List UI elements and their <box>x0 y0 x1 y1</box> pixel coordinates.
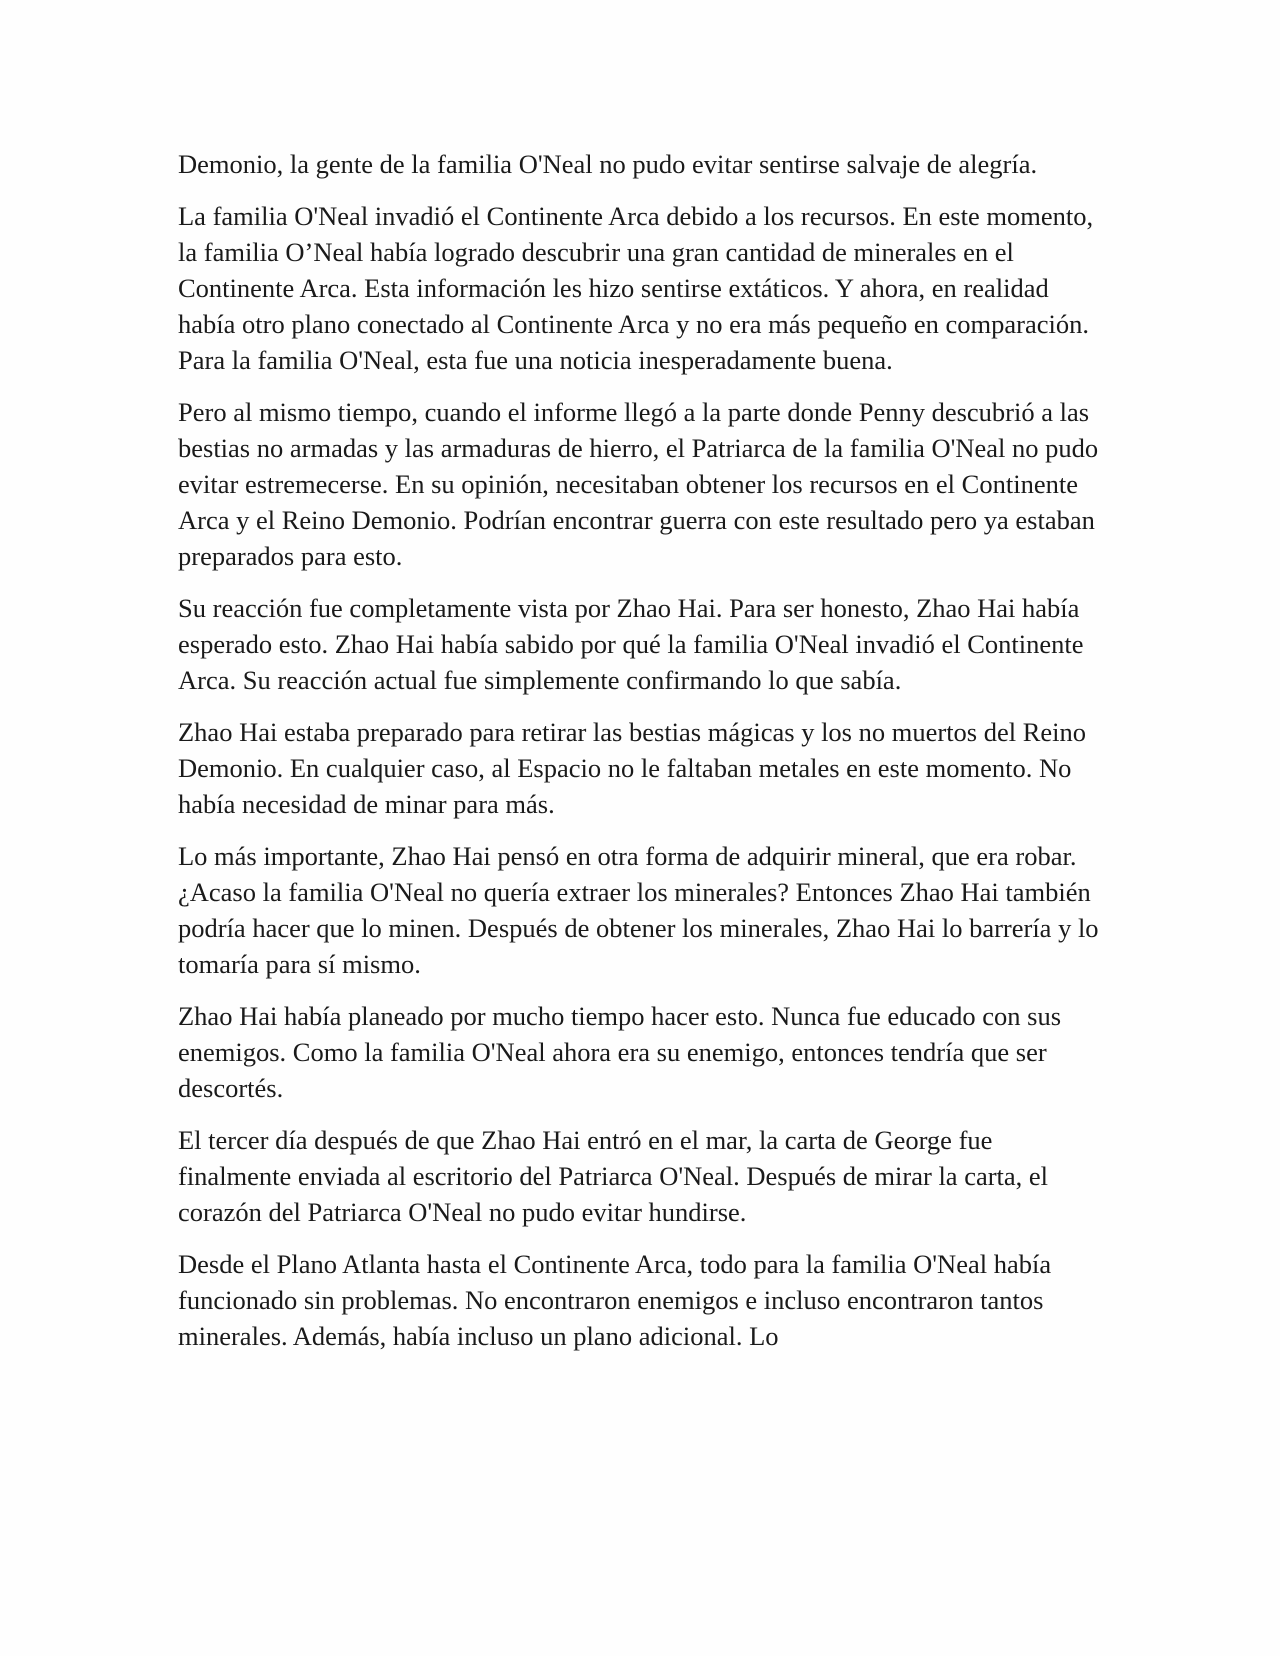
paragraph-6: Lo más importante, Zhao Hai pensó en otra forma de adquirir mineral, que era robar. ¿Acaso la familia O'Neal no quería extraer los minerales? Entonces Zhao Hai también podría hacer que lo minen. Después de obtener los minerales, Zhao Hai lo barrería y lo tomaría para sí mismo. <box>178 841 1099 979</box>
paragraph-4: Su reacción fue completamente vista por Zhao Hai. Para ser honesto, Zhao Hai había esperado esto. Zhao Hai había sabido por qué la familia O'Neal invadió el Continente Arca. Su reacción actual fue simplemente confirmando lo que sabía. <box>178 593 1084 695</box>
paragraph-3: Pero al mismo tiempo, cuando el informe llegó a la parte donde Penny descubrió a las bestias no armadas y las armaduras de hierro, el Patriarca de la familia O'Neal no pudo evitar estremecerse. En su opinión, necesitaban obtener los recursos en el Continente Arca y el Reino Demonio. Podrían encontrar guerra con este resultado pero ya estaban preparados para esto. <box>178 397 1099 571</box>
document-body <box>178 146 1108 1370</box>
paragraph-1: Demonio, la gente de la familia O'Neal no pudo evitar sentirse salvaje de alegría. <box>178 149 1038 179</box>
paragraph-9: Desde el Plano Atlanta hasta el Continente Arca, todo para la familia O'Neal había funcionado sin problemas. No encontraron enemigos e incluso encontraron tantos minerales. Además, había incluso un plano adicional. Lo <box>178 1249 1052 1351</box>
paragraph-8: El tercer día después de que Zhao Hai entró en el mar, la carta de George fue finalmente enviada al escritorio del Patriarca O'Neal. Después de mirar la carta, el corazón del Patriarca O'Neal no pudo evitar hundirse. <box>178 1125 1049 1227</box>
paragraph-2: La familia O'Neal invadió el Continente Arca debido a los recursos. En este momento, la familia O’Neal había logrado descubrir una gran cantidad de minerales en el Continente Arca. Esta información les hizo sentirse extáticos. Y ahora, en realidad había otro plano conectado al Continente Arca y no era más pequeño en comparación. Para la familia O'Neal, esta fue una noticia inesperadamente buena. <box>178 201 1094 375</box>
paragraph-5: Zhao Hai estaba preparado para retirar las bestias mágicas y los no muertos del Reino Demonio. En cualquier caso, al Espacio no le faltaban metales en este momento. No había necesidad de minar para más. <box>178 717 1087 819</box>
paragraph-7: Zhao Hai había planeado por mucho tiempo hacer esto. Nunca fue educado con sus enemigos. Como la familia O'Neal ahora era su enemigo, entonces tendría que ser descortés. <box>178 1001 1062 1103</box>
